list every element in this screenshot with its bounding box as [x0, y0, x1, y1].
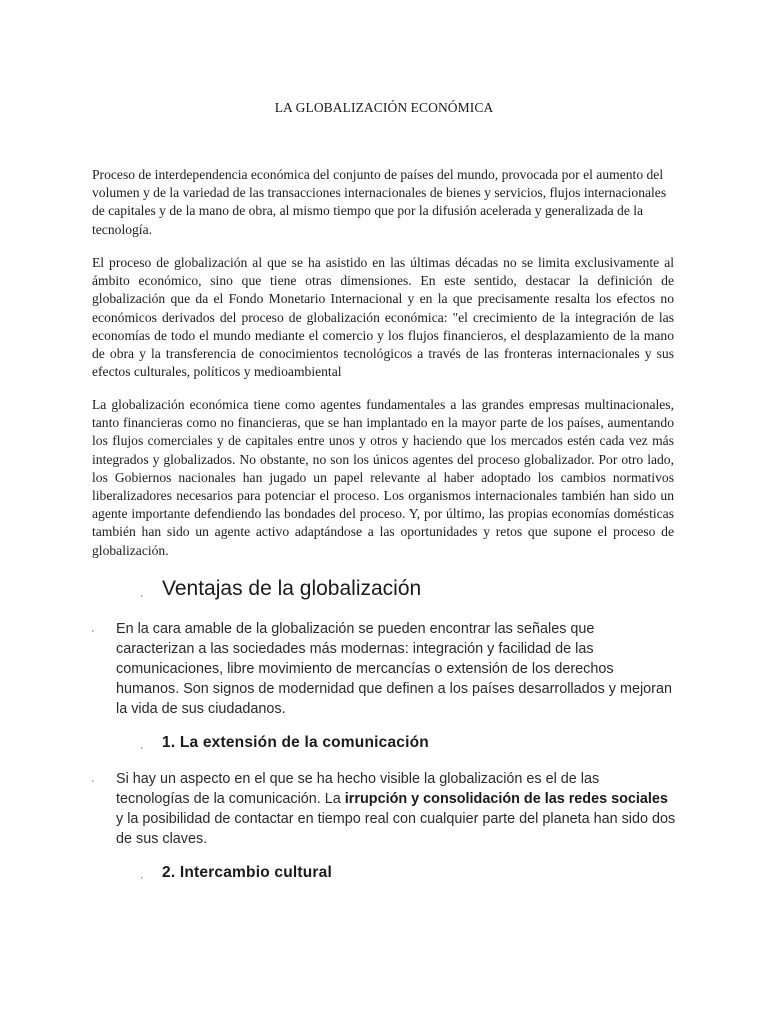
subparagraph-text-end: y la posibilidad de contactar en tiempo real con cualquier parte del planeta han sido dos de sus claves.	[116, 811, 676, 847]
bullet-marker: ·	[140, 590, 144, 602]
bullet-marker: ·	[140, 742, 144, 754]
subheading-comunicacion: 1. La extensión de la comunicación	[162, 734, 429, 751]
subparagraph-text-start: Si hay un aspecto en el que se ha hecho visible la globalización es el de las tecnologías de la comunicación. La	[116, 771, 600, 807]
document-title: LA GLOBALIZACIÓN ECONÓMICA	[274, 100, 494, 115]
section-heading-ventajas: Ventajas de la globalización	[162, 577, 422, 600]
paragraph-definition: Proceso de interdependencia económica del conjunto de países del mundo, provocada por el aumento del volumen y de la variedad de las transacciones internacionales de bienes y servicios, flujos internacionales de capitales y de la mano de obra, al mismo tiempo que por la difusión acelerada y generalizada de la tecnología.	[92, 167, 667, 237]
bullet-marker: ·	[91, 775, 95, 787]
paragraph-dimensions: El proceso de globalización al que se ha asistido en las últimas décadas no se limita exclusivamente al ámbito económico, sino que tiene otras dimensiones. En este sentido, destacar la definición de globalización que da el Fondo Monetario Internacional y en la que precisamente resalta los efectos no económicos derivados del proceso de globalización económica: "el crecimiento de la integración de las economías de todo el mundo mediante el comercio y los flujos financieros, el desplazamiento de la mano de obra y la transferencia de conocimientos tecnológicos a través de las fronteras internacionales y sus efectos culturales, políticos y medioambiental	[92, 255, 674, 380]
paragraph-agents: La globalización económica tiene como agentes fundamentales a las grandes empresas multinacionales, tanto financieras como no financieras, que se han implantado en la mayor parte de los países, aumentando los flujos comerciales y de capitales entre unos y otros y haciendo que los mercados estén cada vez más integrados y globalizados. No obstante, no son los únicos agentes del proceso globalizador. Por otro lado, los Gobiernos nacionales han jugado un papel relevante al haber adoptado los cambios normativos liberalizadores necesarios para potenciar el proceso. Los organismos internacionales también han sido un agente importante defendiendo las bondades del proceso. Y, por último, las propias economías domésticas también han sido un agente activo adaptándose a las oportunidades y retos que supone el proceso de globalización.	[92, 397, 674, 558]
bullet-marker: ·	[91, 625, 95, 637]
bullet-marker: ·	[140, 872, 144, 884]
subheading-intercambio-cultural: 2. Intercambio cultural	[162, 864, 332, 881]
subparagraph-comunicacion	[116, 769, 676, 849]
subparagraph-bold-phrase: irrupción y consolidación de las redes sociales	[344, 791, 668, 807]
section-paragraph-ventajas: En la cara amable de la globalización se pueden encontrar las señales que caracterizan a las sociedades más modernas: integración y facilidad de las comunicaciones, libre movimiento de mercancías o extensión de los derechos humanos. Son signos de modernidad que definen a los países desarrollados y mejoran la vida de sus ciudadanos.	[116, 621, 672, 717]
